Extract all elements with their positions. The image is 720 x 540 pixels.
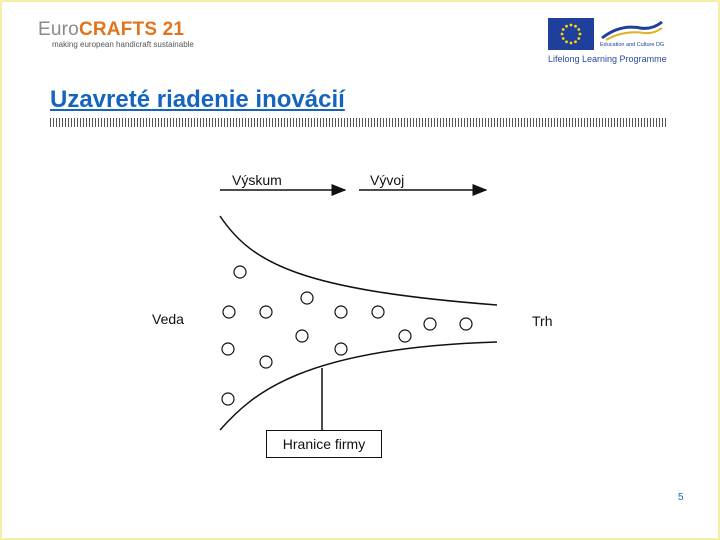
slide-title: Uzavreté riadenie inovácií <box>50 86 345 113</box>
page-number: 5 <box>678 492 684 503</box>
idea-circle <box>399 330 411 342</box>
eu-education-text: Education and Culture DG <box>600 42 665 48</box>
research-label: Výskum <box>232 172 282 188</box>
idea-circle <box>296 330 308 342</box>
science-label: Veda <box>152 311 184 327</box>
funnel-upper-boundary <box>220 216 497 305</box>
idea-circle <box>335 343 347 355</box>
idea-circle <box>260 356 272 368</box>
idea-circle <box>372 306 384 318</box>
idea-circle <box>424 318 436 330</box>
idea-circle <box>460 318 472 330</box>
market-label: Trh <box>532 313 553 329</box>
logo-tagline: making european handicraft sustainable <box>52 40 194 49</box>
development-label: Vývoj <box>370 172 405 188</box>
idea-circle <box>222 343 234 355</box>
funnel-lower-boundary <box>220 342 497 430</box>
idea-circle <box>223 306 235 318</box>
eu-programme-text: Lifelong Learning Programme <box>548 54 667 64</box>
firm-boundary-label: Hranice firmy <box>282 436 366 452</box>
idea-circle <box>301 292 313 304</box>
idea-circle <box>234 266 246 278</box>
idea-circle <box>335 306 347 318</box>
logo-euro: Euro <box>38 19 79 40</box>
firm-boundary-box <box>266 430 382 458</box>
logo-crafts: CRAFTS 21 <box>78 19 185 40</box>
idea-circle <box>222 393 234 405</box>
idea-circles <box>222 266 472 405</box>
idea-circle <box>260 306 272 318</box>
